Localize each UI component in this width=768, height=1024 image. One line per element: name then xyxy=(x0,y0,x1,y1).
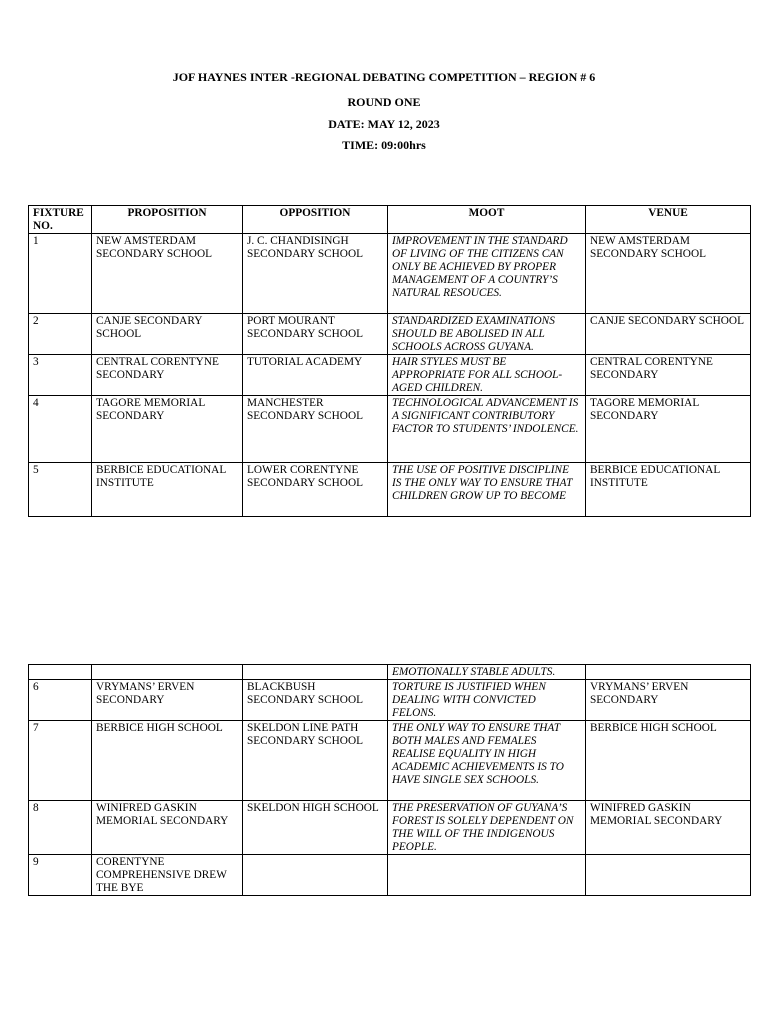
moot-cell: TORTURE IS JUSTIFIED WHEN DEALING WITH CONVICTED FELONS. xyxy=(388,680,586,721)
moot-cell: EMOTIONALLY STABLE ADULTS. xyxy=(388,665,586,680)
fixture-no: 4 xyxy=(29,396,92,463)
fixture-no: 1 xyxy=(29,234,92,314)
table-row xyxy=(29,314,751,355)
proposition-cell: WINIFRED GASKIN MEMORIAL SECONDARY xyxy=(92,801,243,855)
opposition-cell: SKELDON LINE PATH SECONDARY SCHOOL xyxy=(243,721,388,801)
proposition-cell: BERBICE HIGH SCHOOL xyxy=(92,721,243,801)
fixture-no: 5 xyxy=(29,463,92,517)
venue-cell: CANJE SECONDARY SCHOOL xyxy=(586,314,751,355)
moot-cell: TECHNOLOGICAL ADVANCEMENT IS A SIGNIFICANT CONTRIBUTORY FACTOR TO STUDENTS’ INDOLENCE. xyxy=(388,396,586,463)
table-row xyxy=(29,721,751,801)
opposition-cell: LOWER CORENTYNE SECONDARY SCHOOL xyxy=(243,463,388,517)
fixture-no: 8 xyxy=(29,801,92,855)
moot-cell xyxy=(388,855,586,896)
continuation-row xyxy=(29,665,751,680)
fixtures-table-part-2 xyxy=(28,664,751,896)
moot-cell: HAIR STYLES MUST BE APPROPRIATE FOR ALL SCHOOL-AGED CHILDREN. xyxy=(388,355,586,396)
opposition-cell: PORT MOURANT SECONDARY SCHOOL xyxy=(243,314,388,355)
opposition-cell: SKELDON HIGH SCHOOL xyxy=(243,801,388,855)
table-row xyxy=(29,801,751,855)
venue-cell: CENTRAL CORENTYNE SECONDARY xyxy=(586,355,751,396)
opposition-cell xyxy=(243,665,388,680)
col-header-venue: VENUE xyxy=(586,206,751,234)
venue-cell: NEW AMSTERDAM SECONDARY SCHOOL xyxy=(586,234,751,314)
opposition-cell: MANCHESTER SECONDARY SCHOOL xyxy=(243,396,388,463)
fixture-no: 9 xyxy=(29,855,92,896)
table-header-row xyxy=(29,206,751,234)
col-header-moot: MOOT xyxy=(388,206,586,234)
proposition-cell: CENTRAL CORENTYNE SECONDARY xyxy=(92,355,243,396)
moot-cell: IMPROVEMENT IN THE STANDARD OF LIVING OF THE CITIZENS CAN ONLY BE ACHIEVED BY PROPER MANAGEMENT OF A COUNTRY’S NATURAL RESOUCES. xyxy=(388,234,586,314)
fixture-no: 6 xyxy=(29,680,92,721)
venue-cell xyxy=(586,855,751,896)
moot-cell: STANDARDIZED EXAMINATIONS SHOULD BE ABOLISED IN ALL SCHOOLS ACROSS GUYANA. xyxy=(388,314,586,355)
venue-cell: BERBICE HIGH SCHOOL xyxy=(586,721,751,801)
table-row xyxy=(29,855,751,896)
proposition-cell: NEW AMSTERDAM SECONDARY SCHOOL xyxy=(92,234,243,314)
proposition-cell: TAGORE MEMORIAL SECONDARY xyxy=(92,396,243,463)
proposition-cell: BERBICE EDUCATIONAL INSTITUTE xyxy=(92,463,243,517)
opposition-cell: BLACKBUSH SECONDARY SCHOOL xyxy=(243,680,388,721)
fixture-no: 2 xyxy=(29,314,92,355)
opposition-cell xyxy=(243,855,388,896)
fixture-no xyxy=(29,665,92,680)
proposition-cell xyxy=(92,665,243,680)
proposition-cell: CANJE SECONDARY SCHOOL xyxy=(92,314,243,355)
opposition-cell: J. C. CHANDISINGH SECONDARY SCHOOL xyxy=(243,234,388,314)
table-row xyxy=(29,355,751,396)
venue-cell: TAGORE MEMORIAL SECONDARY xyxy=(586,396,751,463)
venue-cell: BERBICE EDUCATIONAL INSTITUTE xyxy=(586,463,751,517)
proposition-cell: CORENTYNE COMPREHENSIVE DREW THE BYE xyxy=(92,855,243,896)
table-row xyxy=(29,463,751,517)
date-label: DATE: MAY 12, 2023 xyxy=(328,117,440,131)
opposition-cell: TUTORIAL ACADEMY xyxy=(243,355,388,396)
col-header-opposition: OPPOSITION xyxy=(243,206,388,234)
fixture-no: 7 xyxy=(29,721,92,801)
col-header-fixture: FIXTURE NO. xyxy=(29,206,92,234)
venue-cell: WINIFRED GASKIN MEMORIAL SECONDARY xyxy=(586,801,751,855)
col-header-proposition: PROPOSITION xyxy=(92,206,243,234)
table-row xyxy=(29,680,751,721)
proposition-cell: VRYMANS’ ERVEN SECONDARY xyxy=(92,680,243,721)
table-row xyxy=(29,234,751,314)
document-title: JOF HAYNES INTER -REGIONAL DEBATING COMPETITION – REGION # 6 xyxy=(172,70,596,84)
round-label: ROUND ONE xyxy=(347,95,421,109)
time-label: TIME: 09:00hrs xyxy=(342,138,426,152)
venue-cell: VRYMANS’ ERVEN SECONDARY xyxy=(586,680,751,721)
moot-cell: THE ONLY WAY TO ENSURE THAT BOTH MALES AND FEMALES REALISE EQUALITY IN HIGH ACADEMIC ACHIEVEMENTS IS TO HAVE SINGLE SEX SCHOOLS. xyxy=(388,721,586,801)
fixture-no: 3 xyxy=(29,355,92,396)
fixtures-table-part-1 xyxy=(28,205,751,517)
moot-cell: THE PRESERVATION OF GUYANA’S FOREST IS SOLELY DEPENDENT ON THE WILL OF THE INDIGENOUS PEOPLE. xyxy=(388,801,586,855)
venue-cell xyxy=(586,665,751,680)
moot-cell: THE USE OF POSITIVE DISCIPLINE IS THE ONLY WAY TO ENSURE THAT CHILDREN GROW UP TO BECOME xyxy=(388,463,586,517)
table-row xyxy=(29,396,751,463)
